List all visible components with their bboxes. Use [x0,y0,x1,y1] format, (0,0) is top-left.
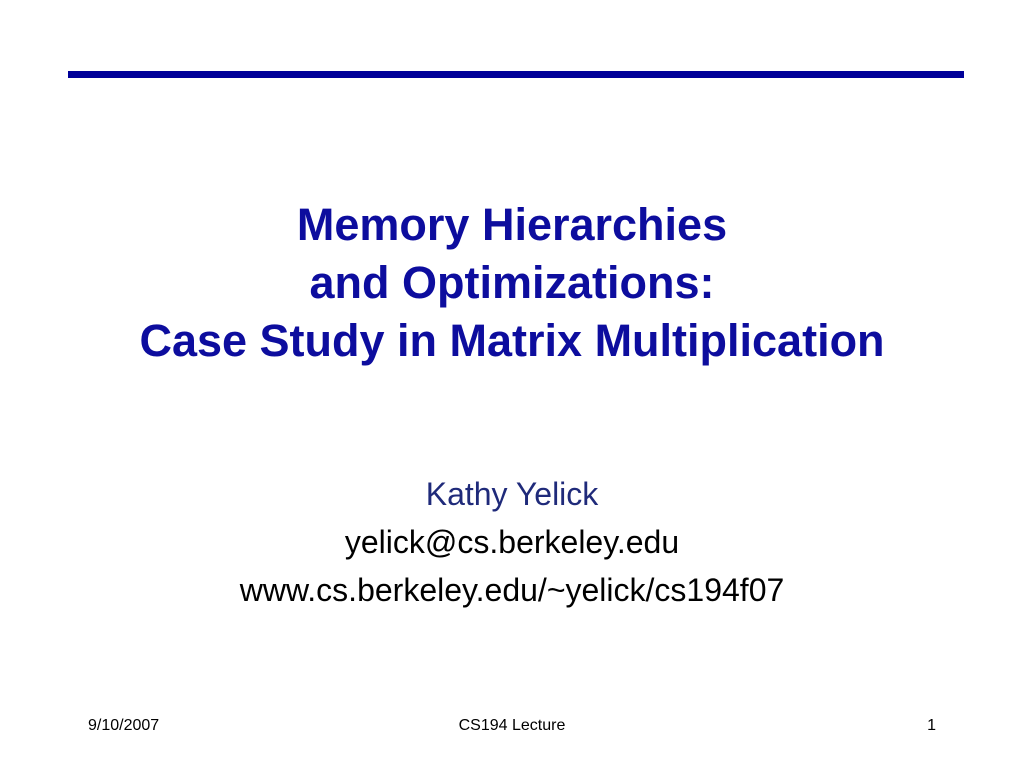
slide-title [0,196,1024,370]
top-rule [68,71,964,78]
footer-date: 9/10/2007 [88,717,160,734]
author-url[interactable]: www.cs.berkeley.edu/~yelick/cs194f07 [239,572,785,608]
author-name: Kathy Yelick [425,476,599,512]
title-line-1: Memory Hierarchies [296,199,728,250]
footer-course: CS194 Lecture [458,717,566,734]
author-block [0,470,1024,614]
author-email[interactable]: yelick@cs.berkeley.edu [344,524,680,560]
footer-page-number: 1 [927,717,936,734]
title-line-3: Case Study in Matrix Multiplication [139,315,885,366]
title-line-2: and Optimizations: [309,257,715,308]
